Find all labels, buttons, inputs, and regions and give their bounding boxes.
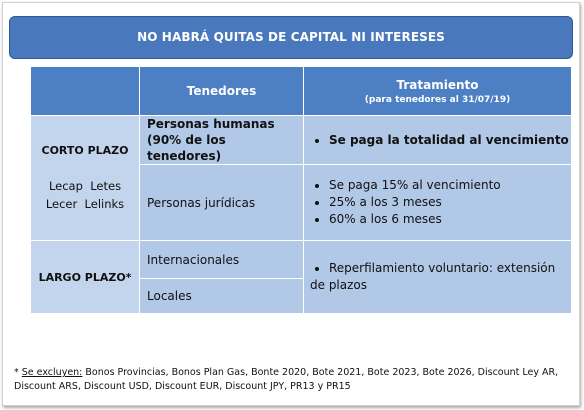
holder-personas-juridicas: Personas jurídicas — [140, 165, 304, 241]
footnote-star: * — [14, 367, 19, 378]
footnote-lead: Se excluyen: — [21, 367, 83, 378]
slide-title: NO HABRÁ QUITAS DE CAPITAL NI INTERESES — [9, 16, 573, 59]
header-col-empty — [31, 67, 140, 116]
treatment-personas-humanas — [304, 116, 572, 165]
treatment-continuation: de plazos — [310, 278, 368, 292]
largo-plazo-cell — [31, 241, 140, 314]
treatment-bullet: • Se paga la totalidad al vencimiento — [329, 132, 571, 149]
holder-personas-humanas: Personas humanas (90% de los tenedores) — [140, 116, 304, 165]
corto-plazo-label: CORTO PLAZO — [41, 143, 129, 157]
header-row — [31, 67, 572, 116]
header-tratamiento-label: Tratamiento — [396, 77, 479, 92]
treatment-bullet: • 25% a los 3 meses — [329, 194, 571, 211]
corto-instruments-line1: Lecap Letes — [48, 178, 122, 193]
treatment-bullet: • Se paga 15% al vencimiento — [329, 177, 571, 194]
header-tratamiento-sub: (para tenedores al 31/07/19) — [364, 94, 511, 105]
largo-plazo-label: LARGO PLAZO* — [38, 270, 132, 284]
corto-instruments-line2: Lecer Lelinks — [45, 196, 125, 211]
treatment-largo-plazo — [304, 241, 572, 314]
treatment-bullet: • Reperfilamiento voluntario: extensión — [329, 260, 571, 277]
header-tratamiento — [304, 67, 572, 116]
treatment-bullet: • 60% a los 6 meses — [329, 211, 571, 228]
treatment-table — [30, 66, 572, 314]
table-row — [31, 241, 572, 279]
header-tenedores — [140, 67, 304, 116]
corto-plazo-cell — [31, 116, 140, 241]
footnote — [14, 366, 570, 394]
treatment-personas-juridicas — [304, 165, 572, 241]
table-row — [31, 116, 572, 165]
holder-internacionales: Internacionales — [140, 241, 304, 279]
holder-locales: Locales — [140, 279, 304, 314]
header-tenedores-label: Tenedores — [186, 84, 257, 98]
footnote-text: Bonos Provincias, Bonos Plan Gas, Bonte 2020, Bote 2021, Bote 2023, Bote 2026, Discount Ley AR, Discount ARS, Discount USD, Discount EUR, Discount JPY, PR13 y PR15 — [14, 367, 559, 392]
